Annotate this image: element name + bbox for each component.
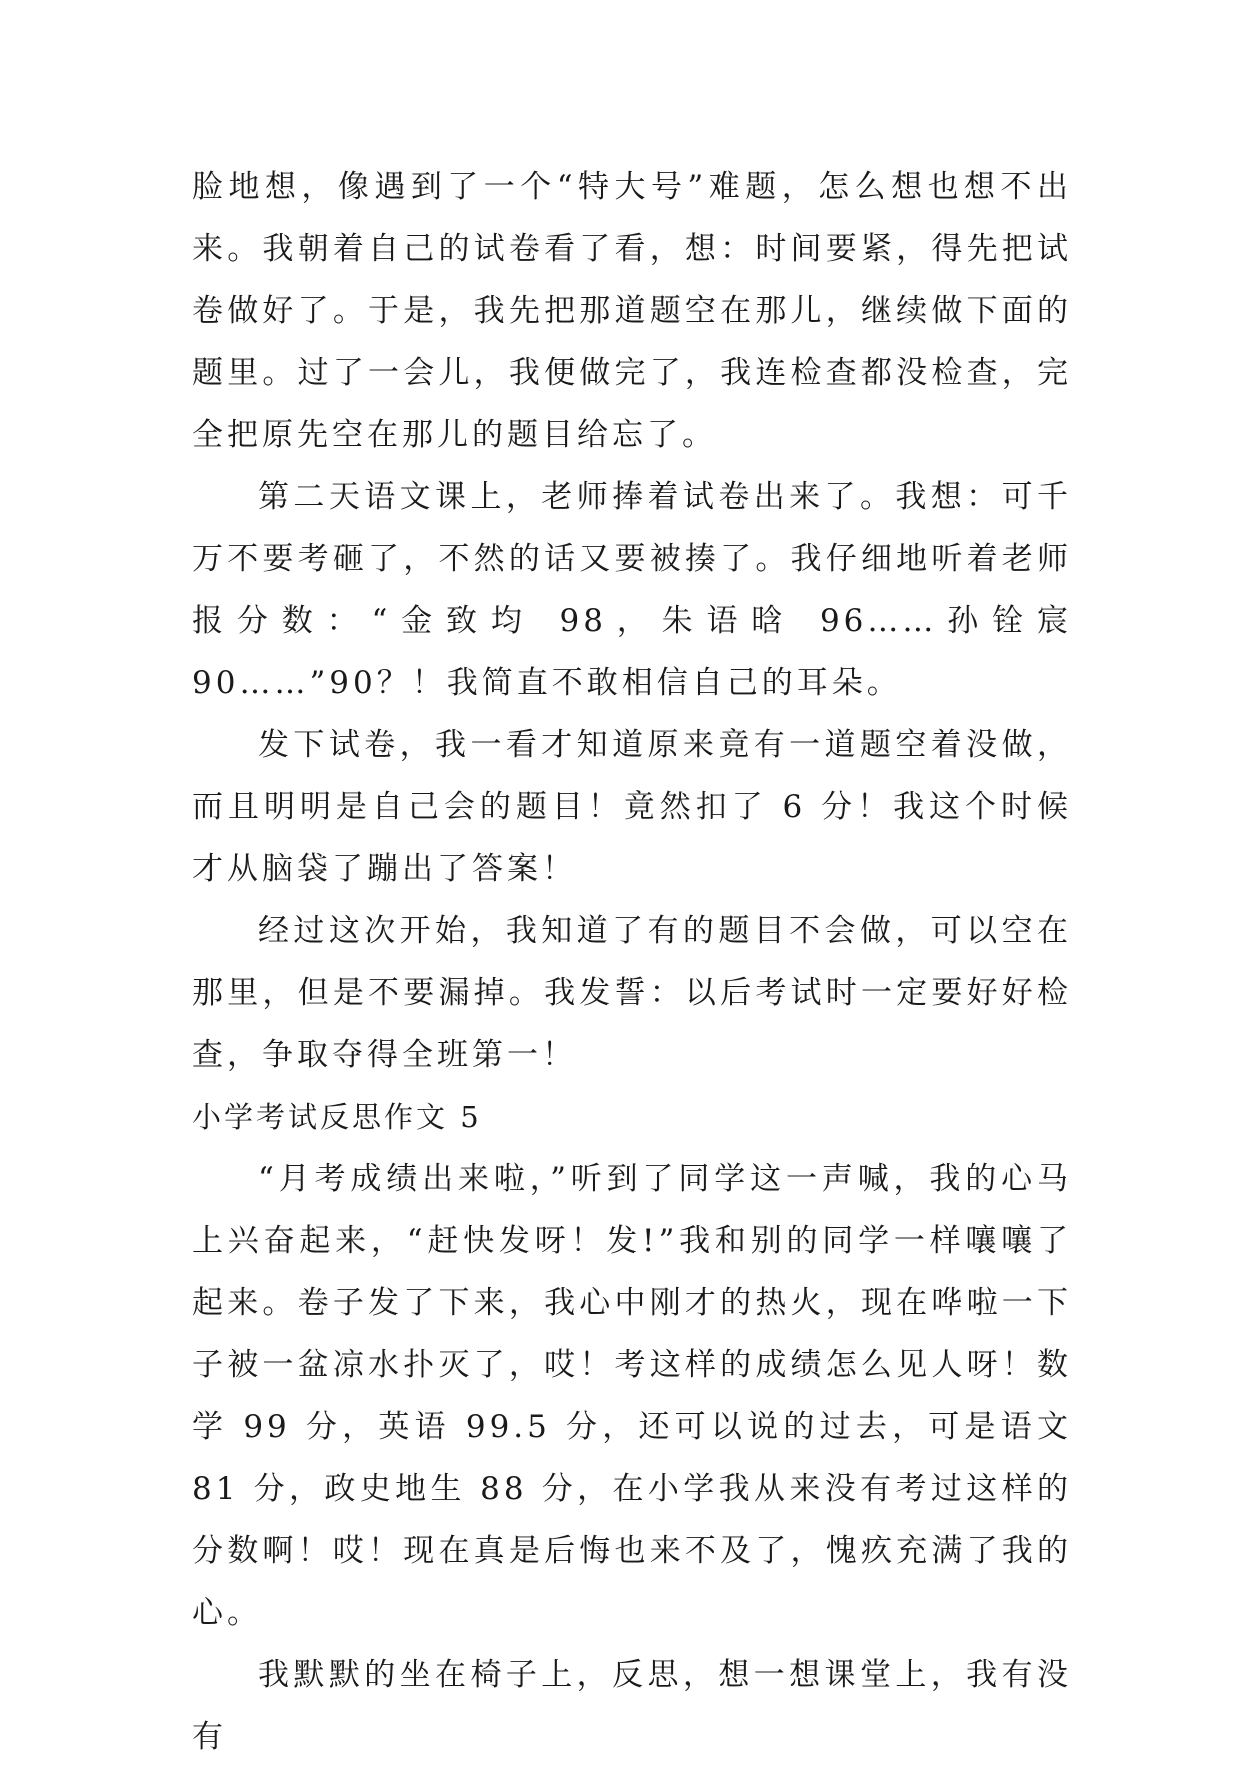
document-body bbox=[192, 156, 1072, 1768]
paragraph-4: 经过这次开始，我知道了有的题目不会做，可以空在那里，但是不要漏掉。我发誓：以后考试时一定要好好检查，争取夺得全班第一！ bbox=[192, 913, 1072, 1073]
section-title: 小学考试反思作文 5 bbox=[192, 1100, 482, 1134]
section-paragraph-1: “月考成绩出来啦，”听到了同学这一声喊，我的心马上兴奋起来，“赶快发呀！发!”我和别的同学一样嚷嚷了起来。卷子发了下来，我心中刚才的热火，现在哗啦一下子被一盆凉水扑灭了，哎！考这样的成绩怎么见人呀！数学 99 分，英语 99.5 分，还可以说的过去，可是语文 81 分，政史地生 88 分，在小学我从来没有考过这样的分数啊！哎！现在真是后悔也来不及了，愧疚充满了我的心。 bbox=[192, 1161, 1072, 1631]
paragraph-1: 脸地想，像遇到了一个“特大号”难题，怎么想也想不出来。我朝着自己的试卷看了看，想：时间要紧，得先把试卷做好了。于是，我先把那道题空在那儿，继续做下面的题里。过了一会儿，我便做完了，我连检查都没检查，完全把原先空在那儿的题目给忘了。 bbox=[192, 169, 1072, 453]
paragraph-3: 发下试卷，我一看才知道原来竟有一道题空着没做，而且明明是自己会的题目！竟然扣了 6 分！我这个时候才从脑袋了蹦出了答案！ bbox=[192, 727, 1072, 887]
section-paragraph-2: 我默默的坐在椅子上，反思，想一想课堂上，我有没有 bbox=[192, 1657, 1072, 1755]
paragraph-2: 第二天语文课上，老师捧着试卷出来了。我想：可千万不要考砸了，不然的话又要被揍了。我仔细地听着老师报分数：“金致均 98，朱语晗 96……孙铨宸 90……”90？！我简直不敢相信自己的耳朵。 bbox=[192, 479, 1072, 701]
